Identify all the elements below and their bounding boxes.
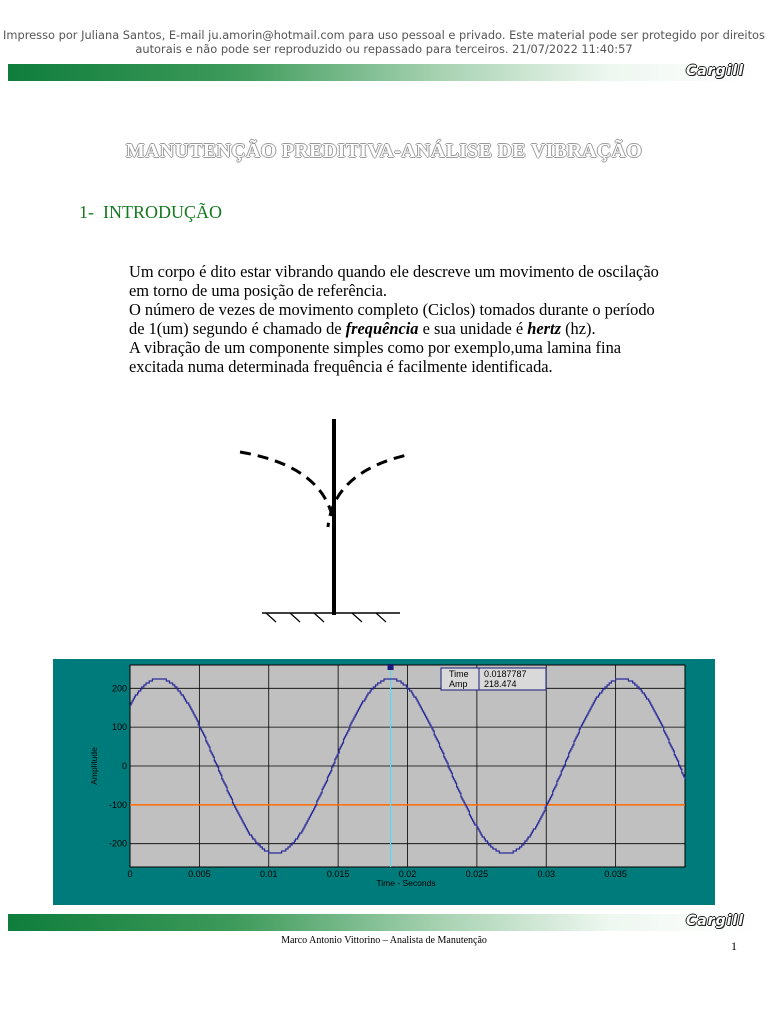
intro-text (120, 262, 660, 376)
y-tick-label: 200 (111, 683, 127, 694)
y-tick-label: -200 (108, 838, 127, 849)
y-tick-label: 100 (111, 722, 127, 733)
x-axis-label: Time - Seconds (376, 878, 436, 888)
readout-time-value: 0.0187787 (484, 669, 527, 679)
paragraph-1: Um corpo é dito estar vibrando quando ele descreve um movimento de oscilação em torno de uma posição de referência. (129, 262, 659, 300)
term-frequencia: frequência (345, 319, 419, 338)
ground-hatch (266, 613, 386, 622)
copyright-notice (0, 28, 768, 56)
deflection-right (328, 452, 410, 527)
footer-bar (8, 914, 760, 931)
deflection-left (240, 452, 334, 527)
x-tick-label: 0.02 (398, 869, 417, 879)
x-tick-label: 0.025 (465, 869, 489, 879)
term-hertz: hertz (527, 319, 561, 338)
paragraph-2-end: (hz). (560, 319, 596, 338)
y-tick-label: -100 (108, 799, 127, 810)
cargill-logo-footer: Cargill (685, 913, 744, 929)
section-title: INTRODUÇÃO (103, 202, 222, 222)
cursor-handle[interactable] (388, 664, 394, 670)
x-tick-label: 0.01 (259, 869, 278, 879)
section-heading (79, 202, 222, 223)
y-axis-label: Amplitude (89, 747, 99, 785)
readout-amp-value: 218.474 (484, 679, 517, 689)
readout-box (441, 668, 546, 690)
x-tick-label: 0 (127, 869, 133, 879)
section-number: 1- (79, 202, 94, 222)
vibrating-blade-diagram (230, 415, 410, 627)
page-number: 1 (731, 939, 737, 953)
paragraph-2-mid: e sua unidade é (418, 319, 528, 338)
cargill-logo: Cargill (685, 63, 744, 79)
page-title: MANUTENÇÃO PREDITIVA-ANÁLISE DE VIBRAÇÃO (125, 140, 643, 162)
x-tick-label: 0.005 (188, 869, 211, 879)
vibration-waveform-chart (53, 659, 715, 905)
x-tick-label: 0.035 (604, 869, 627, 879)
paragraph-3: A vibração de um componente simples como por exemplo,uma lamina fina excitada numa determinada frequência é facilmente identificada. (129, 338, 622, 376)
y-tick-label: 0 (121, 761, 127, 771)
x-tick-label: 0.015 (326, 869, 350, 879)
header-bar (8, 64, 760, 81)
paragraph-2 (120, 300, 660, 338)
x-tick-label: 0.03 (537, 869, 556, 879)
notice-line-2: autorais e não pode ser reproduzido ou repassado para terceiros. 21/07/2022 11:40:57 (135, 42, 633, 56)
readout-amp-label: Amp (449, 679, 468, 689)
paragraph-2-text: O número de vezes de movimento completo (Ciclos) tomados durante o período de 1(um) segundo é chamado de (129, 300, 655, 338)
readout-time-label: Time (449, 669, 469, 679)
notice-line-1: Impresso por Juliana Santos, E-mail ju.amorin@hotmail.com para uso pessoal e privado. Este material pode ser protegido por direitos (3, 28, 765, 42)
footer-author: Marco Antonio Vittorino – Analista de Manutenção (281, 935, 487, 946)
